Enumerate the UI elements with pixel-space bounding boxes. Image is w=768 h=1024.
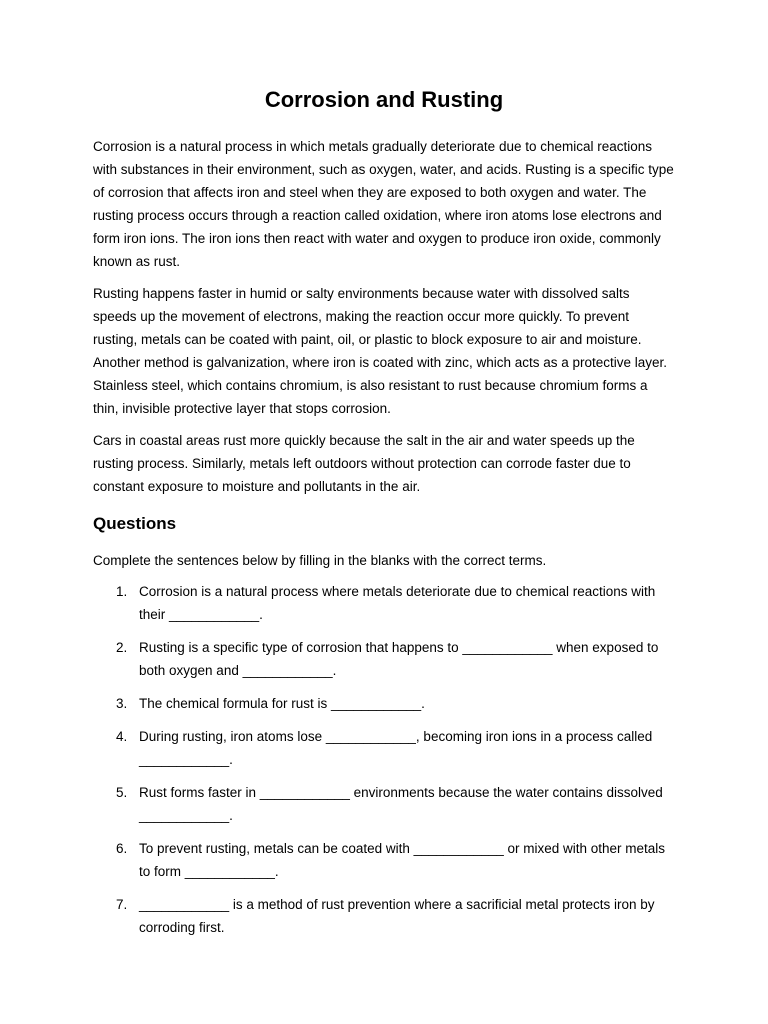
question-number: 7. — [116, 897, 128, 912]
question-number: 2. — [116, 640, 128, 655]
paragraph-intro: Corrosion is a natural process in which metals gradually deteriorate due to chemical reactions with substances in their environment, such as oxygen, water, and acids. Rusting is a specific type of corrosion that affects iron and steel when they are exposed to both oxygen and water. The rusting process occurs through a reaction called oxidation, where iron atoms lose electrons and form iron ions. The iron ions then react with water and oxygen to produce iron oxide, commonly known as rust. — [93, 139, 674, 269]
question-item — [93, 692, 675, 715]
question-text: Corrosion is a natural process where metals deteriorate due to chemical reactions with their ____________. — [139, 584, 656, 622]
question-number: 6. — [116, 841, 128, 856]
question-item — [93, 580, 675, 626]
questions-instructions: Complete the sentences below by filling in the blanks with the correct terms. — [93, 553, 547, 568]
question-item — [93, 837, 675, 883]
questions-list — [93, 580, 675, 939]
question-text: The chemical formula for rust is ____________. — [139, 696, 425, 711]
question-item — [93, 636, 675, 682]
question-item — [93, 893, 675, 939]
question-item — [93, 725, 675, 771]
question-text: Rusting is a specific type of corrosion that happens to ____________ when exposed to both oxygen and ____________. — [139, 640, 659, 678]
questions-heading: Questions — [93, 514, 177, 533]
question-number: 4. — [116, 729, 128, 744]
paragraph-rusting-factors: Rusting happens faster in humid or salty environments because water with dissolved salts speeds up the movement of electrons, making the reaction occur more quickly. To prevent rusting, metals can be coated with paint, oil, or plastic to block exposure to air and moisture. Another method is galvanization, where iron is coated with zinc, which acts as a protective layer. Stainless steel, which contains chromium, is also resistant to rust because chromium forms a thin, invisible protective layer that stops corrosion. — [93, 286, 668, 416]
question-text: During rusting, iron atoms lose ____________, becoming iron ions in a process called ____________. — [139, 729, 653, 767]
page-title: Corrosion and Rusting — [264, 87, 504, 112]
question-item — [93, 781, 675, 827]
question-text: Rust forms faster in ____________ environments because the water contains dissolved ____________. — [139, 785, 663, 823]
question-number: 3. — [116, 696, 128, 711]
question-text: To prevent rusting, metals can be coated with ____________ or mixed with other metals to form ____________. — [139, 841, 666, 879]
question-number: 1. — [116, 584, 128, 599]
question-text: ____________ is a method of rust prevention where a sacrificial metal protects iron by corroding first. — [139, 897, 655, 935]
paragraph-coastal: Cars in coastal areas rust more quickly because the salt in the air and water speeds up the rusting process. Similarly, metals left outdoors without protection can corrode faster due to constant exposure to moisture and pollutants in the air. — [93, 433, 635, 494]
question-number: 5. — [116, 785, 128, 800]
